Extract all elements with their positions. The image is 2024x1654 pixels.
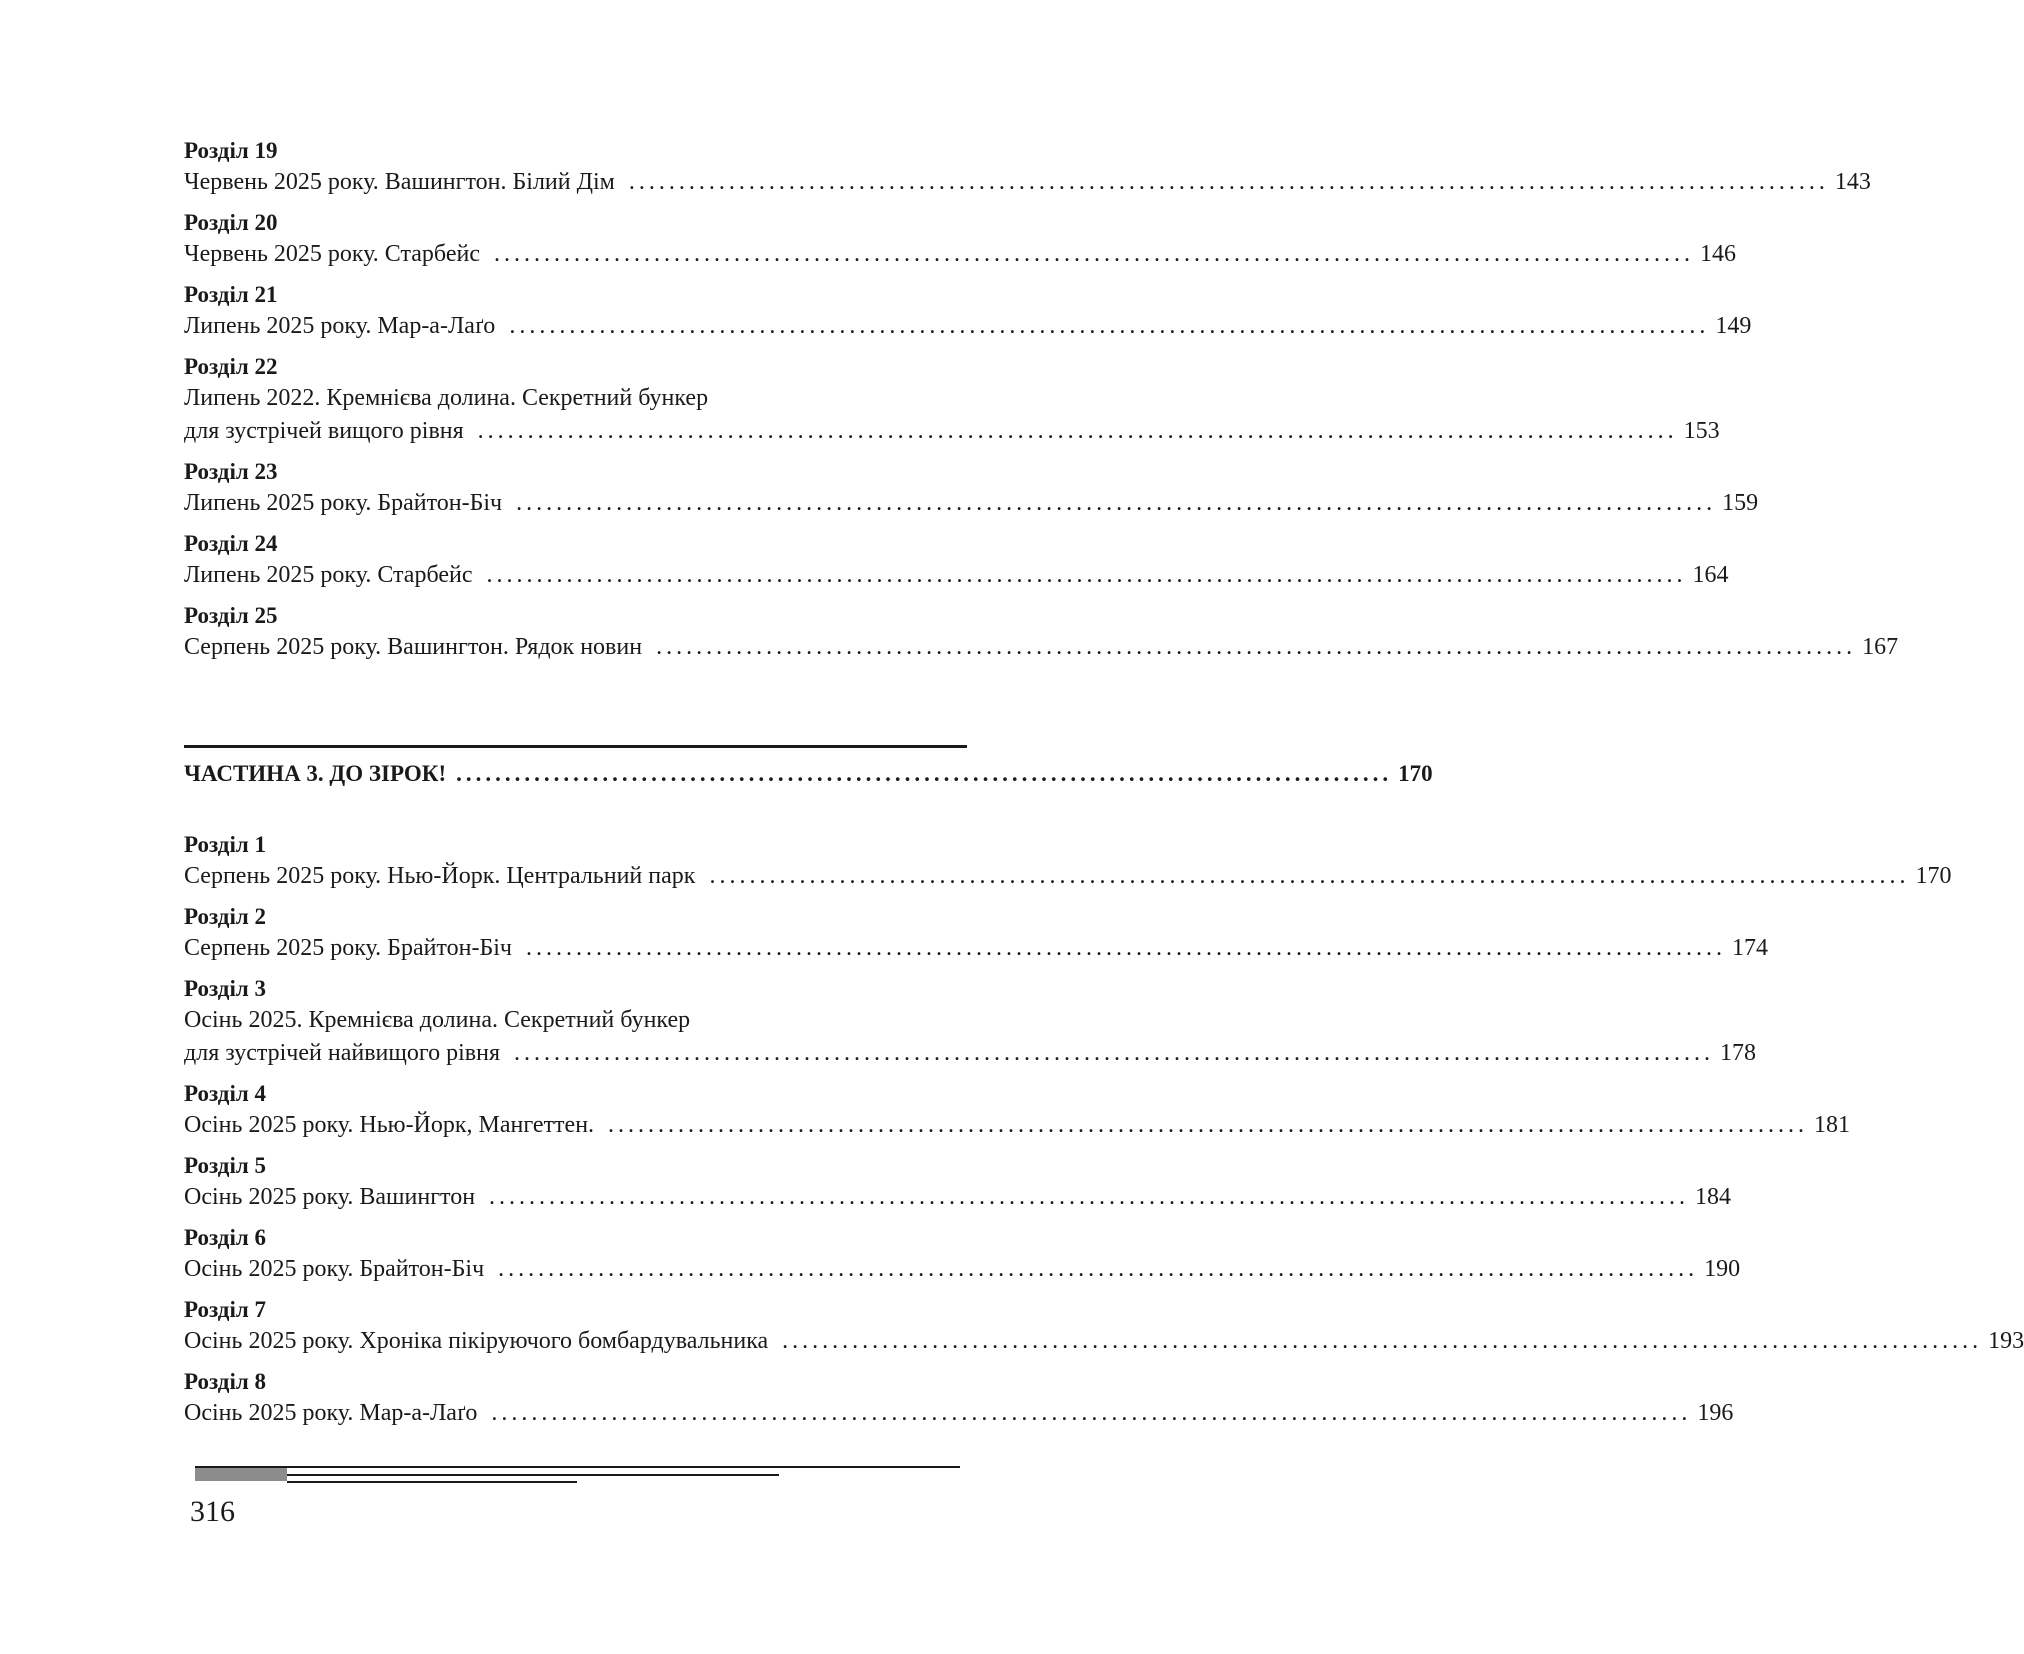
- chapter-page-number: 190: [1704, 1256, 1741, 1282]
- chapter-title-line: Серпень 2025 року. Нью-Йорк. Центральний парк: [184, 863, 696, 889]
- chapter-title-line: Серпень 2025 року. Брайтон-Біч: [184, 935, 512, 961]
- leader-dots: ........................................................................................................................: [489, 1184, 1690, 1210]
- chapter-title-line: Осінь 2025 року. Нью-Йорк, Мангеттен.: [184, 1112, 595, 1138]
- toc-entry: [184, 1151, 1732, 1214]
- chapter-title-row: [184, 415, 1720, 448]
- toc-entry: [184, 136, 1871, 199]
- leader-dots: ........................................................................................................................: [525, 935, 1726, 961]
- chapter-title-row: [184, 932, 1768, 965]
- chapter-label: Розділ 7: [184, 1297, 266, 1322]
- chapter-title-line: Осінь 2025 року. Брайтон-Біч: [184, 1256, 485, 1282]
- chapter-title-row: [184, 166, 1871, 199]
- chapter-title-row: [184, 1037, 1756, 1070]
- chapter-title-line: Липень 2025 року. Старбейс: [184, 562, 473, 588]
- chapter-page-number: 170: [1915, 863, 1952, 889]
- leader-dots: ........................................................................................................................: [509, 313, 1710, 339]
- footer-grey-block: [195, 1467, 287, 1481]
- toc-entry: [184, 208, 1736, 271]
- chapter-title-row: [184, 1325, 2024, 1358]
- chapter-title-line: Липень 2025 року. Брайтон-Біч: [184, 490, 503, 516]
- leader-dots: ........................................................................................................................: [516, 490, 1717, 516]
- chapter-label: Розділ 25: [184, 603, 278, 628]
- chapter-page-number: 193: [1988, 1328, 2024, 1354]
- chapter-label: Розділ 21: [184, 282, 278, 307]
- toc-entry: [184, 1223, 1741, 1286]
- toc-entry: [184, 1367, 1734, 1430]
- chapter-title-line: Липень 2022. Кремнієва долина. Секретний бункер: [184, 385, 709, 411]
- toc-entry: [184, 974, 1756, 1070]
- chapter-label: Розділ 24: [184, 531, 278, 556]
- leader-dots: ........................................................................................................................: [628, 169, 1829, 195]
- chapter-label: Розділ 4: [184, 1081, 266, 1106]
- chapter-title-row: [184, 559, 1729, 592]
- part-divider-rule: [184, 745, 967, 748]
- chapter-page-number: 196: [1697, 1400, 1734, 1426]
- footer-rule-long: [195, 1466, 960, 1468]
- chapter-label: Розділ 20: [184, 210, 278, 235]
- leader-dots: ........................................................................................................................: [514, 1040, 1714, 1066]
- chapter-title-line: Осінь 2025. Кремнієва долина. Секретний бункер: [184, 1007, 691, 1033]
- leader-dots: ........................................................................................................................: [486, 562, 1687, 588]
- chapter-title-row: [184, 631, 1899, 664]
- chapter-title-row: [184, 1181, 1732, 1214]
- toc-entry: [184, 601, 1899, 664]
- leader-dots: ........................................................................................................................: [709, 863, 1910, 889]
- chapter-title-row: [184, 487, 1759, 520]
- chapter-label: Розділ 1: [184, 832, 266, 857]
- chapter-label: Розділ 3: [184, 976, 266, 1001]
- toc-entry: [184, 457, 1759, 520]
- page-number: 316: [190, 1495, 235, 1528]
- chapter-page-number: 143: [1834, 169, 1871, 195]
- chapter-title-row: [184, 860, 1952, 893]
- toc-section-top: [184, 136, 1899, 673]
- chapter-title-row: [184, 238, 1736, 271]
- toc-entry: [184, 352, 1720, 448]
- chapter-page-number: 159: [1722, 490, 1759, 516]
- leader-dots: ........................................................................................................................: [491, 1400, 1692, 1426]
- footer-rule-mid: [287, 1474, 779, 1476]
- chapter-title-line: Червень 2025 року. Старбейс: [184, 241, 480, 267]
- footer-rule-short: [287, 1481, 577, 1483]
- chapter-title-row: [184, 1253, 1741, 1286]
- chapter-page-number: 174: [1731, 935, 1768, 961]
- chapter-label: Розділ 5: [184, 1153, 266, 1178]
- chapter-title-row: [184, 1397, 1734, 1430]
- leader-dots: ........................................................................................................................: [493, 241, 1694, 267]
- chapter-label: Розділ 2: [184, 904, 266, 929]
- chapter-page-number: 149: [1715, 313, 1752, 339]
- chapter-label: Розділ 19: [184, 138, 278, 163]
- part-page-number: 170: [1398, 761, 1433, 786]
- toc-section-bottom: [184, 830, 2024, 1439]
- chapter-label: Розділ 8: [184, 1369, 266, 1394]
- leader-dots: ........................................................................................................................: [656, 634, 1857, 660]
- chapter-title-line: Серпень 2025 року. Вашингтон. Рядок новин: [184, 634, 643, 660]
- chapter-page-number: 178: [1720, 1040, 1756, 1066]
- chapter-title-line: Осінь 2025 року. Мар-а-Лаґо: [184, 1400, 478, 1426]
- chapter-title-line: Осінь 2025 року. Вашингтон: [184, 1184, 476, 1210]
- chapter-title-line: Осінь 2025 року. Хроніка пікіруючого бомбардувальника: [184, 1328, 769, 1354]
- leader-dots: ........................................................................................................................: [782, 1328, 1983, 1354]
- toc-entry: [184, 280, 1752, 343]
- chapter-title-line: для зустрічей найвищого рівня: [184, 1040, 500, 1066]
- chapter-page-number: 146: [1699, 241, 1736, 267]
- chapter-title-row: [184, 1109, 1851, 1142]
- chapter-title-line: Липень 2025 року. Мар-а-Лаґо: [184, 313, 496, 339]
- toc-entry: [184, 1295, 2024, 1358]
- chapter-page-number: 181: [1814, 1112, 1851, 1138]
- toc-entry: [184, 1079, 1851, 1142]
- toc-entry: [184, 902, 1768, 965]
- chapter-page-number: 153: [1683, 418, 1720, 444]
- leader-dots: ........................................................................................................................: [498, 1256, 1699, 1282]
- chapter-label: Розділ 6: [184, 1225, 266, 1250]
- chapter-title-line: Червень 2025 року. Вашингтон. Білий Дім: [184, 169, 615, 195]
- leader-dots: ................................................................................................: [456, 761, 1393, 786]
- toc-entry: [184, 830, 1952, 893]
- chapter-page-number: 164: [1692, 562, 1729, 588]
- leader-dots: ........................................................................................................................: [477, 418, 1678, 444]
- part-title: ЧАСТИНА 3. ДО ЗІРОК!: [184, 761, 447, 786]
- chapter-title-row: [184, 310, 1752, 343]
- chapter-page-number: 184: [1695, 1184, 1732, 1210]
- chapter-label: Розділ 22: [184, 354, 278, 379]
- part-heading: [184, 757, 1433, 790]
- leader-dots: ........................................................................................................................: [608, 1112, 1809, 1138]
- chapter-title-line: для зустрічей вищого рівня: [184, 418, 464, 444]
- chapter-label: Розділ 23: [184, 459, 278, 484]
- toc-entry: [184, 529, 1729, 592]
- chapter-page-number: 167: [1862, 634, 1899, 660]
